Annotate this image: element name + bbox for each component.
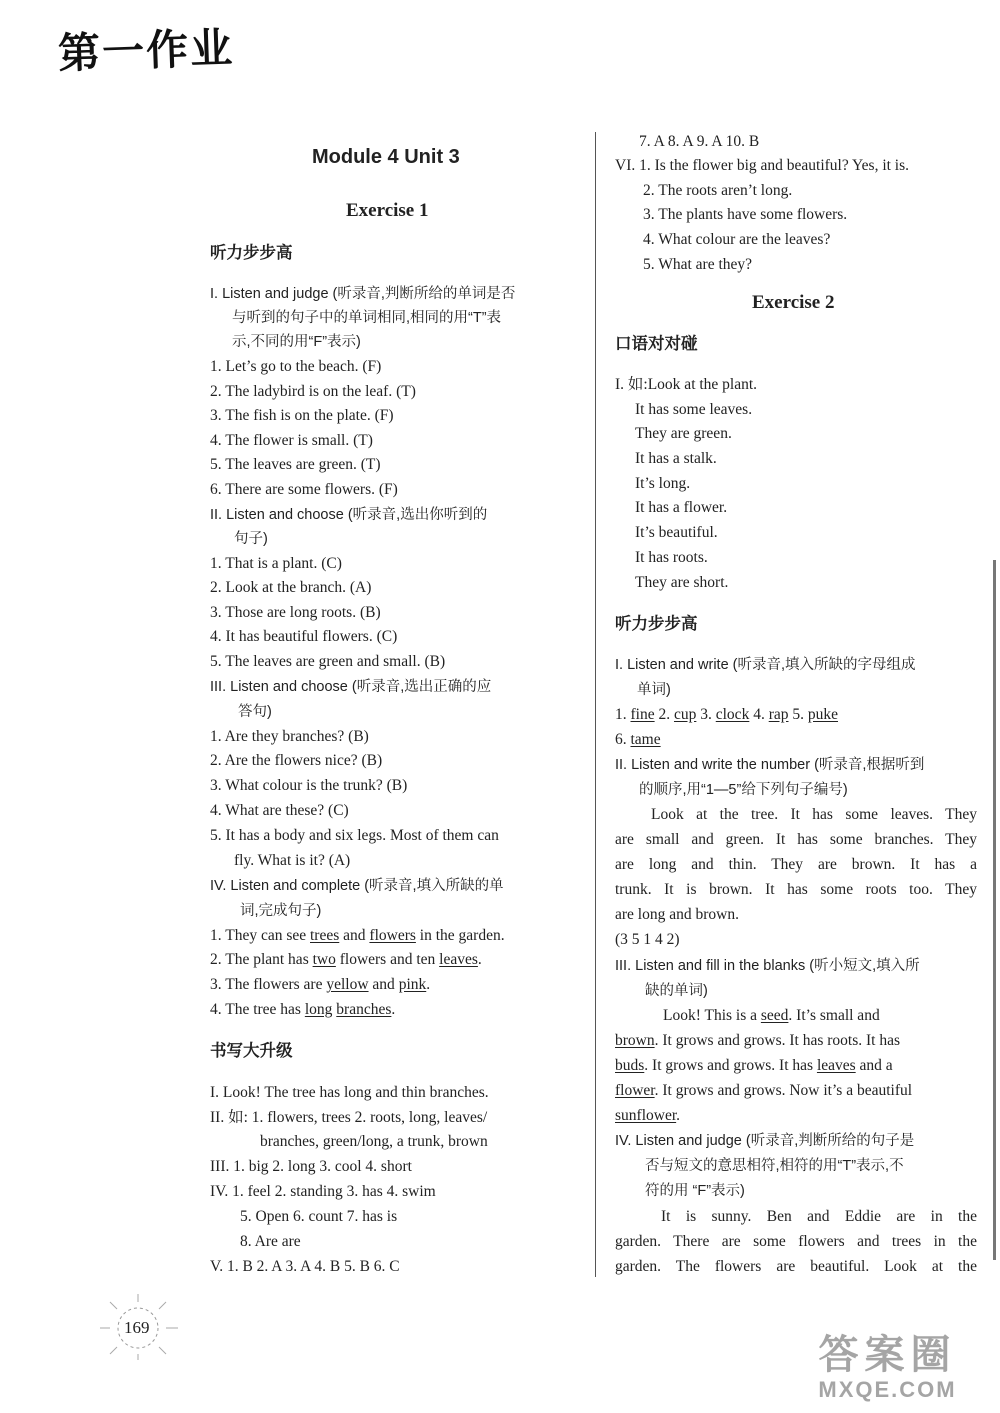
question-title: I. Listen and write (听录音,填入所缺的字母组成: [615, 657, 916, 673]
answer-line: It’s long.: [635, 475, 691, 492]
filled-blank: leaves: [816, 1057, 856, 1074]
text: . It grows and grows. It has roots. It has: [654, 1032, 900, 1049]
answer-line: 2. The ladybird is on the leaf. (T): [210, 383, 416, 400]
filled-blank: flower: [615, 1082, 655, 1099]
answer-line: 2. Look at the branch. (A): [210, 579, 372, 596]
paragraph-line: garden. There are some flowers and trees in the: [615, 1233, 977, 1250]
question-title: 符的用 “F”表示): [645, 1183, 745, 1199]
text: . It’s small and: [788, 1007, 880, 1024]
paragraph-line: [615, 1056, 893, 1076]
answer-line: [210, 975, 430, 995]
filled-blank: branches: [336, 1001, 392, 1018]
text: flowers and ten: [335, 951, 440, 968]
answer-line: I. Look! The tree has long and thin branches.: [210, 1084, 489, 1101]
filled-blank: fine: [630, 706, 655, 723]
answer-line: [615, 730, 661, 750]
text: 1. They can see: [210, 927, 310, 944]
answer-line: 4. It has beautiful flowers. (C): [210, 628, 398, 645]
answer-line: III. 1. big 2. long 3. cool 4. short: [210, 1158, 412, 1175]
text: 4. The tree has: [210, 1001, 305, 1018]
paragraph-line: [663, 1006, 880, 1026]
header-stamp: 第一作业: [57, 22, 235, 79]
filled-blank: pink: [398, 976, 427, 993]
section-heading-listen-2: 听力步步高: [615, 614, 698, 633]
exercise-1-title: Exercise 1: [346, 200, 429, 221]
answer-line: 3. Those are long roots. (B): [210, 604, 381, 621]
filled-blank: sunflower: [615, 1107, 677, 1124]
filled-blank: buds: [615, 1057, 645, 1074]
text: Look! This is a: [663, 1007, 761, 1024]
answer-line: It’s beautiful.: [635, 524, 718, 541]
answer-line: 4. What colour are the leaves?: [643, 231, 831, 248]
answer-line: branches, green/long, a trunk, brown: [260, 1133, 488, 1150]
text: 2.: [654, 706, 674, 723]
answer-line: They are green.: [635, 425, 732, 442]
question-title: 缺的单词): [645, 983, 708, 999]
paragraph-line: are long and thin. They are brown. It has a: [615, 856, 977, 873]
section-heading-write: 书写大升级: [210, 1041, 293, 1060]
answer-line: 7. A 8. A 9. A 10. B: [639, 133, 760, 150]
answer-line: 1. Are they branches? (B): [210, 728, 369, 745]
filled-blank: clock: [715, 706, 750, 723]
module-title: Module 4 Unit 3: [312, 146, 460, 168]
question-title: II. Listen and choose (听录音,选出你听到的: [210, 507, 488, 523]
paragraph-line: are small and green. It has some branches. They: [615, 831, 977, 848]
answer-line: [210, 926, 505, 946]
answer-line: It has a flower.: [635, 499, 728, 516]
answer-line: VI. 1. Is the flower big and beautiful? Yes, it is.: [615, 157, 910, 174]
section-heading-oral: 口语对对碰: [615, 334, 698, 353]
answer-line: I. 如:Look at the plant.: [615, 376, 758, 393]
text: 4.: [749, 706, 769, 723]
text: 3. The flowers are: [210, 976, 327, 993]
question-title: IV. Listen and complete (听录音,填入所缺的单: [210, 878, 504, 894]
paragraph-line: are long and brown.: [615, 906, 739, 923]
text: 5.: [788, 706, 808, 723]
text: and a: [855, 1057, 893, 1074]
watermark-text: 答案圈: [818, 1332, 957, 1378]
answer-line: II. 如: 1. flowers, trees 2. roots, long, leaves/: [210, 1109, 488, 1126]
exercise-2-title: Exercise 2: [752, 292, 835, 313]
answer-line: 5. The leaves are green and small. (B): [210, 653, 446, 670]
text: in the garden.: [415, 927, 505, 944]
question-title: 否与短文的意思相符,相符的用“T”表示,不: [645, 1158, 904, 1174]
text: . It grows and grows. It has: [644, 1057, 817, 1074]
text: 1.: [615, 706, 631, 723]
text: 6.: [615, 731, 631, 748]
text: .: [426, 976, 431, 993]
paragraph-line: garden. The flowers are beautiful. Look at the: [615, 1258, 977, 1275]
filled-blank: cup: [673, 706, 697, 723]
paragraph-line: [615, 1106, 680, 1126]
text: and: [368, 976, 399, 993]
paragraph-line: [615, 1081, 912, 1101]
text: and: [339, 927, 370, 944]
answer-line: It has some leaves.: [635, 401, 753, 418]
filled-blank: flowers: [369, 927, 416, 944]
question-title: 句子): [234, 531, 268, 547]
answer-line: It has a stalk.: [635, 450, 717, 467]
answer-line: 5. Open 6. count 7. has is: [240, 1208, 398, 1225]
answer-line: 5. The leaves are green. (T): [210, 456, 381, 473]
filled-blank: puke: [807, 706, 839, 723]
answer-line: 4. The flower is small. (T): [210, 432, 373, 449]
answer-line: 1. Let’s go to the beach. (F): [210, 358, 382, 375]
text: .: [391, 1001, 396, 1018]
filled-blank: leaves: [439, 951, 478, 968]
question-title: III. Listen and fill in the blanks (听小短文,填入所: [615, 958, 920, 974]
question-title: 词,完成句子): [240, 903, 322, 919]
answer-line: 3. What colour is the trunk? (B): [210, 777, 408, 794]
text: 3.: [696, 706, 716, 723]
answer-line: 8. Are are: [240, 1233, 301, 1250]
question-title: 单词): [637, 682, 671, 698]
answer-line: [210, 950, 482, 970]
answer-line: 5. What are they?: [643, 256, 753, 273]
text: 2. The plant has: [210, 951, 313, 968]
section-heading-listen: 听力步步高: [210, 243, 293, 262]
watermark-url: MXQE.COM: [818, 1377, 957, 1402]
answer-line: 5. It has a body and six legs. Most of them can: [210, 827, 499, 844]
filled-blank: two: [312, 951, 336, 968]
filled-blank: trees: [310, 927, 340, 944]
filled-blank: yellow: [326, 976, 369, 993]
paragraph-line: It is sunny. Ben and Eddie are in the: [661, 1208, 977, 1225]
answer-line: (3 5 1 4 2): [615, 931, 680, 948]
watermark-logo: [785, 1333, 990, 1403]
answer-line: V. 1. B 2. A 3. A 4. B 5. B 6. C: [210, 1258, 400, 1275]
answer-line: 2. Are the flowers nice? (B): [210, 752, 383, 769]
question-title: II. Listen and write the number (听录音,根据听到: [615, 757, 925, 773]
answer-line: 4. What are these? (C): [210, 802, 349, 819]
answer-line: 2. The roots aren’t long.: [643, 182, 793, 199]
paragraph-line: trunk. It is brown. It has some roots too. They: [615, 881, 977, 898]
answer-line: 3. The plants have some flowers.: [643, 206, 848, 223]
answer-line: 6. There are some flowers. (F): [210, 481, 398, 498]
text: . It grows and grows. Now it’s a beautiful: [654, 1082, 913, 1099]
question-title: 示,不同的用“F”表示): [232, 334, 361, 350]
answer-line: fly. What is it? (A): [234, 852, 351, 869]
answer-line: 1. That is a plant. (C): [210, 555, 342, 572]
page-edge: [993, 560, 996, 1260]
question-title: I. Listen and judge (听录音,判断所给的单词是否: [210, 286, 516, 302]
question-title: 答句): [238, 704, 272, 720]
text: .: [676, 1107, 681, 1124]
question-title: 的顺序,用“1—5”给下列句子编号): [639, 782, 848, 798]
text: .: [477, 951, 482, 968]
filled-blank: brown: [615, 1032, 655, 1049]
answer-line: They are short.: [635, 574, 729, 591]
paragraph-line: [615, 1031, 900, 1051]
answer-line: [210, 1000, 395, 1020]
filled-blank: seed: [760, 1007, 789, 1024]
question-title: 与听到的句子中的单词相同,相同的用“T”表: [232, 310, 502, 326]
answer-line: IV. 1. feel 2. standing 3. has 4. swim: [210, 1183, 436, 1200]
answer-line: It has roots.: [635, 549, 708, 566]
filled-blank: rap: [768, 706, 789, 723]
question-title: III. Listen and choose (听录音,选出正确的应: [210, 679, 492, 695]
question-title: IV. Listen and judge (听录音,判断所给的句子是: [615, 1133, 915, 1149]
page-number: 169: [124, 1318, 150, 1337]
answer-line: [615, 705, 838, 725]
filled-blank: tame: [630, 731, 661, 748]
column-divider: [595, 132, 596, 1277]
answer-line: 3. The fish is on the plate. (F): [210, 407, 394, 424]
paragraph-line: Look at the tree. It has some leaves. They: [651, 806, 977, 823]
filled-blank: long: [304, 1001, 333, 1018]
